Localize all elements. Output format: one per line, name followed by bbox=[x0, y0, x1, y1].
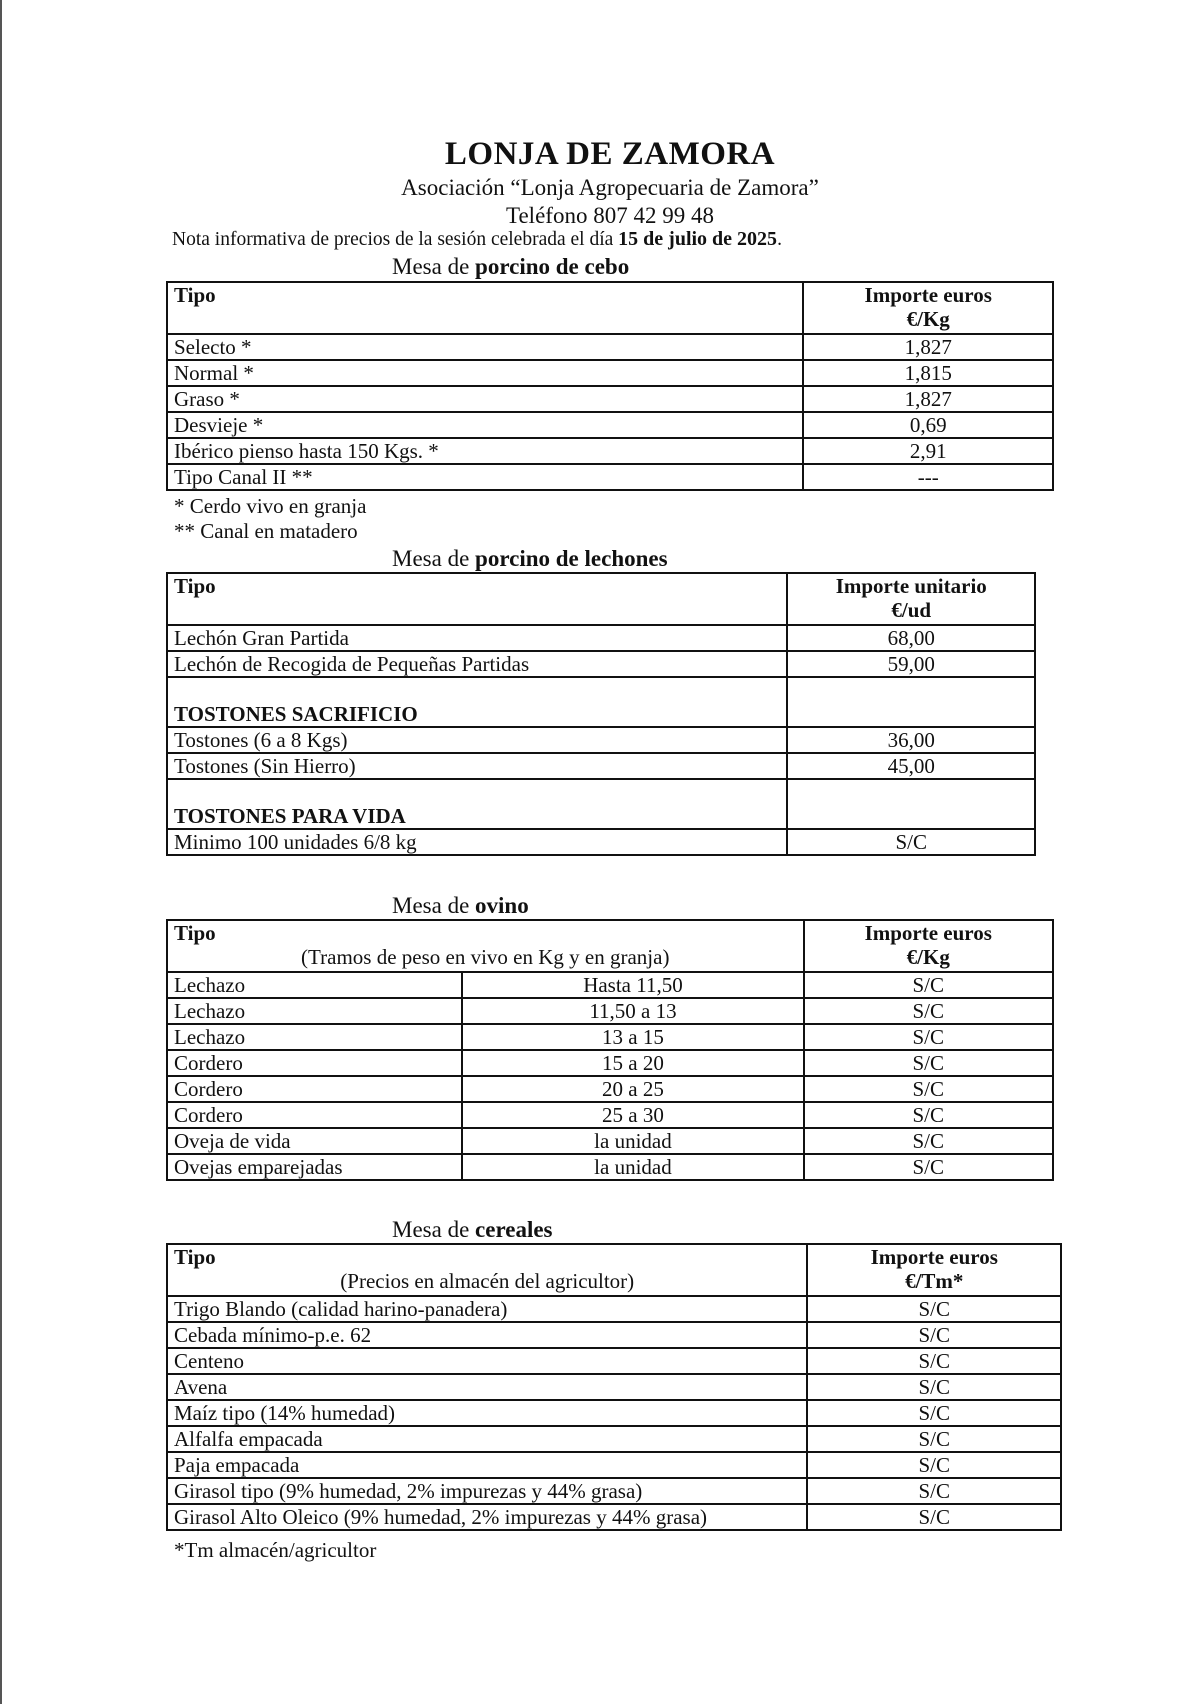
col-importe-header bbox=[807, 1244, 1061, 1296]
row-importe: S/C bbox=[807, 1296, 1061, 1322]
row-tramo: 15 a 20 bbox=[462, 1050, 803, 1076]
row-importe: 36,00 bbox=[787, 727, 1035, 753]
table-row bbox=[167, 1296, 1061, 1322]
row-importe: S/C bbox=[807, 1478, 1061, 1504]
row-tipo: Tostones (6 a 8 Kgs) bbox=[167, 727, 787, 753]
table-row bbox=[167, 1076, 1053, 1102]
row-tipo: Lechazo bbox=[167, 972, 462, 998]
cereales-table bbox=[166, 1243, 1062, 1531]
row-importe: S/C bbox=[807, 1374, 1061, 1400]
table-row bbox=[167, 386, 1053, 412]
row-tipo: Lechazo bbox=[167, 1024, 462, 1050]
row-importe: S/C bbox=[807, 1400, 1061, 1426]
row-tipo: Maíz tipo (14% humedad) bbox=[167, 1400, 807, 1426]
row-importe: S/C bbox=[807, 1452, 1061, 1478]
section-empty-cell bbox=[787, 779, 1035, 829]
col-tipo-header: Tipo bbox=[167, 282, 803, 334]
row-tipo: Normal * bbox=[167, 360, 803, 386]
row-importe: S/C bbox=[807, 1504, 1061, 1530]
table-row bbox=[167, 1426, 1061, 1452]
row-tipo: Tostones (Sin Hierro) bbox=[167, 753, 787, 779]
col-tipo-label: Tipo bbox=[174, 1245, 216, 1269]
row-importe: S/C bbox=[804, 998, 1053, 1024]
note-prefix: Nota informativa de precios de la sesión celebrada el día bbox=[172, 229, 614, 250]
row-tramo: 25 a 30 bbox=[462, 1102, 803, 1128]
col-tipo-header: Tipo bbox=[167, 573, 787, 625]
lechones-table bbox=[166, 572, 1036, 856]
mesa-name: porcino de cebo bbox=[475, 254, 630, 279]
table-row bbox=[167, 1322, 1061, 1348]
section-sacrificio: TOSTONES SACRIFICIO bbox=[167, 677, 787, 727]
row-importe: S/C bbox=[807, 1426, 1061, 1452]
col-importe-header bbox=[803, 282, 1053, 334]
table-row bbox=[167, 1348, 1061, 1374]
row-tipo: Cordero bbox=[167, 1102, 462, 1128]
row-importe: --- bbox=[803, 464, 1053, 490]
row-tramo: la unidad bbox=[462, 1154, 803, 1180]
row-importe: S/C bbox=[804, 1102, 1053, 1128]
row-importe: 59,00 bbox=[787, 651, 1035, 677]
table-row bbox=[167, 998, 1053, 1024]
cebo-footnotes bbox=[174, 494, 366, 544]
row-tipo: Girasol tipo (9% humedad, 2% impurezas y 44% grasa) bbox=[167, 1478, 807, 1504]
page-edge bbox=[0, 0, 2, 1704]
row-tipo: Ovejas emparejadas bbox=[167, 1154, 462, 1180]
row-tipo: Trigo Blando (calidad harino-panadera) bbox=[167, 1296, 807, 1322]
footnote-vivo: * Cerdo vivo en granja bbox=[174, 494, 367, 518]
row-importe: S/C bbox=[804, 1050, 1053, 1076]
mesa-cereales-heading bbox=[392, 1217, 553, 1243]
document-header bbox=[0, 134, 1200, 230]
row-importe: S/C bbox=[787, 829, 1035, 855]
mesa-prefix: Mesa de bbox=[392, 1217, 470, 1242]
phone-number: Teléfono 807 42 99 48 bbox=[506, 203, 714, 228]
row-tipo: Cordero bbox=[167, 1076, 462, 1102]
table-row bbox=[167, 412, 1053, 438]
table-row bbox=[167, 1478, 1061, 1504]
col-unit-label: €/ud bbox=[891, 598, 932, 622]
col-importe-label: Importe unitario bbox=[835, 574, 987, 598]
row-tipo: Minimo 100 unidades 6/8 kg bbox=[167, 829, 787, 855]
col-tipo-label: Tipo bbox=[174, 921, 216, 945]
col-importe-header bbox=[804, 920, 1053, 972]
mesa-lechones-heading bbox=[392, 546, 668, 572]
mesa-prefix: Mesa de bbox=[392, 893, 470, 918]
mesa-cebo-heading bbox=[392, 254, 629, 280]
table-row bbox=[167, 360, 1053, 386]
cebo-table bbox=[166, 281, 1054, 491]
row-tipo: Girasol Alto Oleico (9% humedad, 2% impurezas y 44% grasa) bbox=[167, 1504, 807, 1530]
row-importe: S/C bbox=[804, 972, 1053, 998]
note-suffix: . bbox=[777, 229, 782, 250]
footnote-canal: ** Canal en matadero bbox=[174, 519, 358, 543]
section-row bbox=[167, 677, 1035, 727]
table-row bbox=[167, 651, 1035, 677]
row-tipo: Tipo Canal II ** bbox=[167, 464, 803, 490]
row-importe: S/C bbox=[807, 1348, 1061, 1374]
col-importe-label: Importe euros bbox=[864, 283, 992, 307]
col-tipo-sublabel: (Tramos de peso en vivo en Kg y en granja) bbox=[301, 945, 670, 969]
table-row bbox=[167, 1050, 1053, 1076]
row-tramo: Hasta 11,50 bbox=[462, 972, 803, 998]
table-header-row bbox=[167, 282, 1053, 334]
col-importe-label: Importe euros bbox=[864, 921, 992, 945]
table-row bbox=[167, 1128, 1053, 1154]
table-row bbox=[167, 1102, 1053, 1128]
section-row bbox=[167, 779, 1035, 829]
row-importe: 1,827 bbox=[803, 334, 1053, 360]
table-row bbox=[167, 334, 1053, 360]
table-row bbox=[167, 1154, 1053, 1180]
row-tipo: Selecto * bbox=[167, 334, 803, 360]
row-tipo: Alfalfa empacada bbox=[167, 1426, 807, 1452]
row-tipo: Cebada mínimo-p.e. 62 bbox=[167, 1322, 807, 1348]
table-row bbox=[167, 464, 1053, 490]
row-importe: 45,00 bbox=[787, 753, 1035, 779]
col-tipo-header bbox=[167, 1244, 807, 1296]
col-tipo-header bbox=[167, 920, 804, 972]
session-note bbox=[172, 228, 782, 251]
col-unit-label: €/Kg bbox=[906, 945, 950, 969]
row-tipo: Lechón Gran Partida bbox=[167, 625, 787, 651]
row-tipo: Avena bbox=[167, 1374, 807, 1400]
row-importe: 2,91 bbox=[803, 438, 1053, 464]
row-tipo: Paja empacada bbox=[167, 1452, 807, 1478]
table-row bbox=[167, 1374, 1061, 1400]
table-row bbox=[167, 1452, 1061, 1478]
table-row bbox=[167, 438, 1053, 464]
table-row bbox=[167, 753, 1035, 779]
table-header-row bbox=[167, 1244, 1061, 1296]
mesa-name: ovino bbox=[475, 893, 529, 918]
row-importe: S/C bbox=[804, 1154, 1053, 1180]
row-importe: 1,827 bbox=[803, 386, 1053, 412]
row-tipo: Desvieje * bbox=[167, 412, 803, 438]
row-tipo: Graso * bbox=[167, 386, 803, 412]
table-row bbox=[167, 829, 1035, 855]
ovino-table bbox=[166, 919, 1054, 1181]
row-importe: S/C bbox=[804, 1076, 1053, 1102]
row-tipo: Ibérico pienso hasta 150 Kgs. * bbox=[167, 438, 803, 464]
session-date: 15 de julio de 2025 bbox=[618, 228, 778, 250]
col-unit-label: €/Kg bbox=[906, 307, 950, 331]
col-tipo-sublabel: (Precios en almacén del agricultor) bbox=[340, 1269, 635, 1293]
col-unit-label: €/Tm* bbox=[905, 1269, 964, 1293]
mesa-name: cereales bbox=[475, 1217, 553, 1242]
table-header-row bbox=[167, 573, 1035, 625]
row-tipo: Cordero bbox=[167, 1050, 462, 1076]
mesa-prefix: Mesa de bbox=[392, 254, 470, 279]
table-row bbox=[167, 1400, 1061, 1426]
cereales-footnote: *Tm almacén/agricultor bbox=[174, 1538, 377, 1562]
row-tipo: Oveja de vida bbox=[167, 1128, 462, 1154]
row-importe: S/C bbox=[807, 1322, 1061, 1348]
association-name: Asociación “Lonja Agropecuaria de Zamora” bbox=[401, 175, 819, 200]
row-tipo: Lechón de Recogida de Pequeñas Partidas bbox=[167, 651, 787, 677]
row-importe: 68,00 bbox=[787, 625, 1035, 651]
col-importe-header bbox=[787, 573, 1035, 625]
col-importe-label: Importe euros bbox=[870, 1245, 998, 1269]
row-importe: 0,69 bbox=[803, 412, 1053, 438]
page-title: LONJA DE ZAMORA bbox=[444, 136, 776, 172]
row-tramo: la unidad bbox=[462, 1128, 803, 1154]
table-row bbox=[167, 1024, 1053, 1050]
row-tramo: 20 a 25 bbox=[462, 1076, 803, 1102]
table-row bbox=[167, 972, 1053, 998]
mesa-ovino-heading bbox=[392, 893, 529, 919]
row-importe: S/C bbox=[804, 1128, 1053, 1154]
section-empty-cell bbox=[787, 677, 1035, 727]
row-tipo: Centeno bbox=[167, 1348, 807, 1374]
row-importe: 1,815 bbox=[803, 360, 1053, 386]
mesa-name: porcino de lechones bbox=[475, 546, 668, 571]
row-tipo: Lechazo bbox=[167, 998, 462, 1024]
table-row bbox=[167, 727, 1035, 753]
section-vida: TOSTONES PARA VIDA bbox=[167, 779, 787, 829]
table-header-row bbox=[167, 920, 1053, 972]
row-tramo: 11,50 a 13 bbox=[462, 998, 803, 1024]
mesa-prefix: Mesa de bbox=[392, 546, 470, 571]
table-row bbox=[167, 625, 1035, 651]
row-tramo: 13 a 15 bbox=[462, 1024, 803, 1050]
row-importe: S/C bbox=[804, 1024, 1053, 1050]
table-row bbox=[167, 1504, 1061, 1530]
